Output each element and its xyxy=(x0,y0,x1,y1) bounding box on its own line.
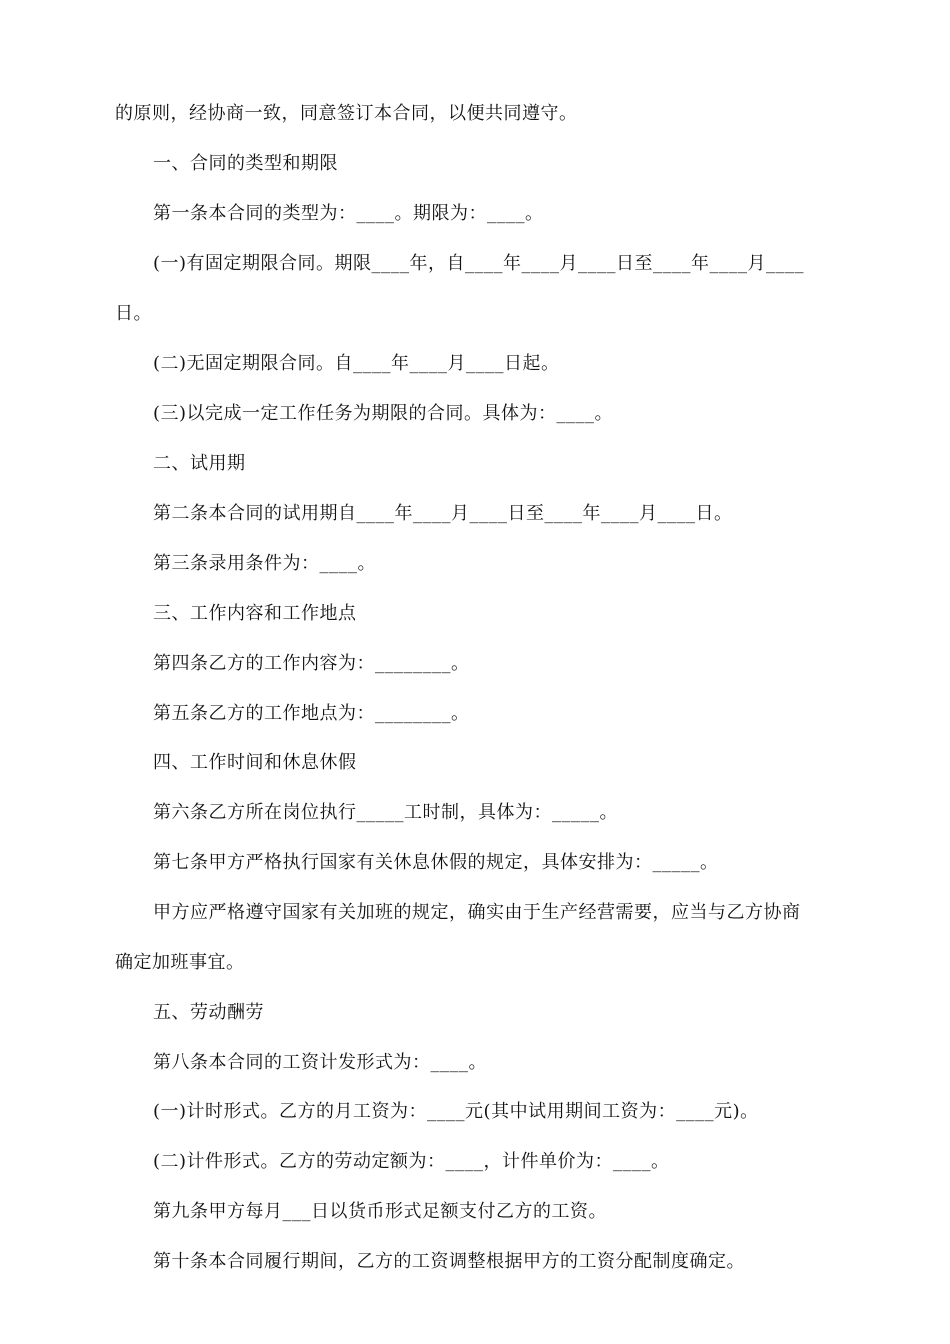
text-line-article-2: 第二条本合同的试用期自____年____月____日至____年____月____日。 xyxy=(153,503,733,524)
text-line-article-7: 第七条甲方严格执行国家有关休息休假的规定，具体安排为：_____。 xyxy=(153,852,719,873)
section-heading-remuneration: 五、劳动酬劳 xyxy=(153,1002,264,1023)
text-line-overtime-cont: 确定加班事宜。 xyxy=(115,952,245,973)
text-line-article-10: 第十条本合同履行期间，乙方的工资调整根据甲方的工资分配制度确定。 xyxy=(153,1251,745,1272)
text-line-fixed-term: (一)有固定期限合同。期限____年，自____年____月____日至____年____月____ xyxy=(153,253,805,274)
text-line-open-term: (二)无固定期限合同。自____年____月____日起。 xyxy=(153,353,560,374)
text-line-piecework: (二)计件形式。乙方的劳动定额为：____，计件单价为：____。 xyxy=(153,1151,670,1172)
text-line-task-term: (三)以完成一定工作任务为期限的合同。具体为：____。 xyxy=(153,403,614,424)
section-heading-contract-type: 一、合同的类型和期限 xyxy=(153,153,338,174)
text-line-article-8: 第八条本合同的工资计发形式为：____。 xyxy=(153,1052,487,1073)
section-heading-probation: 二、试用期 xyxy=(153,453,246,474)
section-heading-work-content: 三、工作内容和工作地点 xyxy=(153,603,357,624)
text-line-fixed-term-cont: 日。 xyxy=(115,303,152,324)
text-line-intro: 的原则，经协商一致，同意签订本合同，以便共同遵守。 xyxy=(115,103,578,124)
text-line-hourly: (一)计时形式。乙方的月工资为：____元(其中试用期间工资为：____元)。 xyxy=(153,1101,759,1122)
text-line-article-9: 第九条甲方每月___日以货币形式足额支付乙方的工资。 xyxy=(153,1201,607,1222)
text-line-article-1: 第一条本合同的类型为：____。期限为：____。 xyxy=(153,203,544,224)
text-line-overtime: 甲方应严格遵守国家有关加班的规定，确实由于生产经营需要，应当与乙方协商 xyxy=(153,902,801,923)
text-line-article-4: 第四条乙方的工作内容为：________。 xyxy=(153,653,470,674)
text-line-article-3: 第三条录用条件为：____。 xyxy=(153,553,376,574)
text-line-article-6: 第六条乙方所在岗位执行_____工时制，具体为：_____。 xyxy=(153,802,618,823)
text-line-article-5: 第五条乙方的工作地点为：________。 xyxy=(153,703,470,724)
section-heading-work-time: 四、工作时间和休息休假 xyxy=(153,752,357,773)
